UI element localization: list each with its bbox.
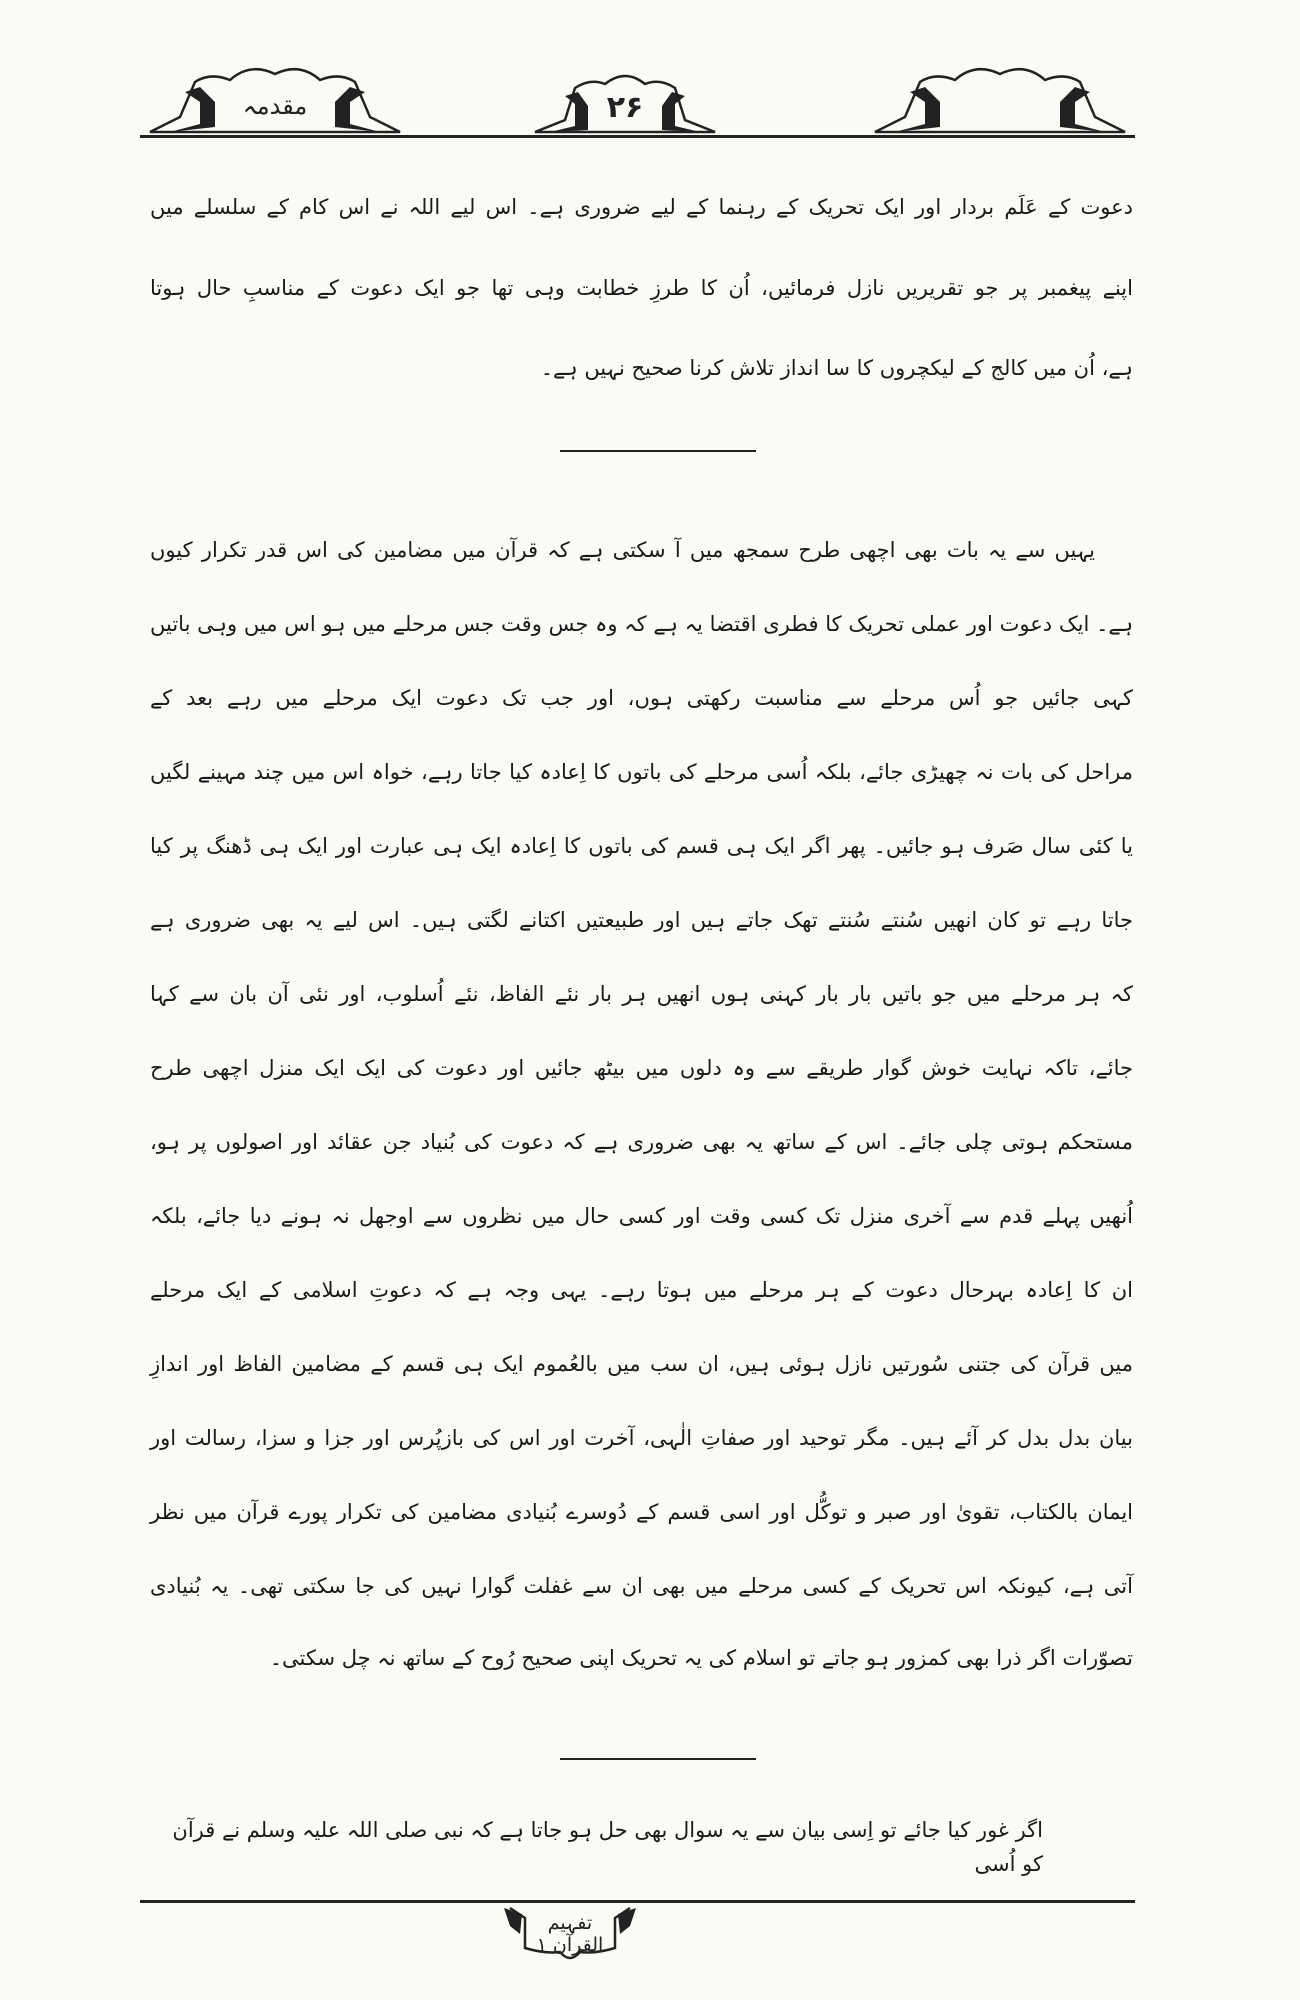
paragraph-2-line: اُنھیں پہلے قدم سے آخری منزل تک کسی وقت اور کسی حال میں نظروں سے اوجھل نہ ہونے دیا جائے، بلکہ [150, 1204, 1133, 1228]
paragraph-2-line: کہ ہر مرحلے میں جو باتیں بار بار کہنی ہوں انھیں ہر بار نئے الفاظ، نئے اُسلوب، اور نئی آن بان سے کہا [150, 982, 1133, 1006]
page-number: ۲۶ [606, 90, 644, 125]
paragraph-1-line: ہے، اُن میں کالج کے لیکچروں کا سا انداز تلاش کرنا صحیح نہیں ہے۔ [540, 356, 1133, 380]
paragraph-1-line: دعوت کے عَلَم بردار اور ایک تحریک کے رہنما کے لیے ضروری ہے۔ اس لیے اللہ نے اس کام کے سلسلے میں [150, 195, 1133, 219]
paragraph-2-line: آتی ہے، کیونکہ اس تحریک کے کسی مرحلے میں بھی ان سے غفلت گوارا نہیں کی جا سکتی تھی۔ یہ بُنیادی [150, 1574, 1133, 1598]
section-title: مقدمہ [242, 92, 308, 120]
paragraph-2-line: مراحل کی بات نہ چھیڑی جائے، بلکہ اُسی مرحلے کی باتوں کا اِعادہ کیا جاتا رہے، خواہ اس میں چند مہینے لگیں [150, 760, 1133, 784]
paragraph-2-line: تصوّرات اگر ذرا بھی کمزور ہو جاتے تو اسلام کی یہ تحریک اپنی صحیح رُوح کے ساتھ نہ چل سکتی۔ [269, 1646, 1133, 1670]
header-ornament-right [865, 62, 1135, 134]
header-rule [140, 135, 1135, 138]
paragraph-2-line: کہی جائیں جو اُس مرحلے سے مناسبت رکھتی ہوں، اور جب تک دعوت ایک مرحلے میں رہے بعد کے [150, 686, 1133, 710]
paragraph-2-line: میں قرآن کی جتنی سُورتیں نازل ہوئی ہیں، ان سب میں بالعُموم ایک ہی قسم کے مضامین الفاظ اور اندازِ [150, 1352, 1133, 1376]
paragraph-2-line: یا کئی سال صَرف ہو جائیں۔ پھر اگر ایک ہی قسم کی باتوں کا اِعادہ ایک ہی عبارت اور ایک ہی ڈھنگ پر کیا [150, 834, 1133, 858]
footer-rule [140, 1900, 1135, 1903]
paragraph-3-line: اگر غور کیا جائے تو اِسی بیان سے یہ سوال بھی حل ہو جاتا ہے کہ نبی صلی اللہ علیہ وسلم نے قرآن کو اُسی [172, 1818, 1043, 1876]
paragraph-2-line: ایمان بالکتاب، تقویٰ اور صبر و توکُّل اور اسی قسم کے دُوسرے بُنیادی مضامین کی تکرار پورے قرآن میں نظر [150, 1500, 1133, 1524]
paragraph-2-line: جائے، تاکہ نہایت خوش گوار طریقے سے وہ دلوں میں بیٹھ جائیں اور دعوت کی ایک ایک منزل اچھی طرح [150, 1056, 1133, 1080]
paragraph-2-line: بیان بدل بدل کر آئے ہیں۔ مگر توحید اور صفاتِ الٰہی، آخرت اور اس کی بازپُرس اور جزا و سزا، رسالت اور [150, 1426, 1133, 1450]
paragraph-2-line: جاتا رہے تو کان انھیں سُنتے سُنتے تھک جاتے ہیں اور طبیعتیں اکتانے لگتی ہیں۔ اس لیے یہ بھی ضروری ہے [150, 908, 1133, 932]
paragraph-2-line: ہے۔ ایک دعوت اور عملی تحریک کا فطری اقتضا یہ ہے کہ وہ جس وقت جس مرحلے میں ہو اس میں وہی باتیں [150, 612, 1133, 636]
section-divider [560, 1758, 756, 1760]
paragraph-2-line: یہیں سے یہ بات بھی اچھی طرح سمجھ میں آ سکتی ہے کہ قرآن میں مضامین کی اس قدر تکرار کیوں [150, 538, 1095, 562]
paragraph-1-line: اپنے پیغمبر پر جو تقریریں نازل فرمائیں، اُن کا طرزِ خطابت وہی تھا جو ایک دعوت کے مناسبِ حال ہوتا [150, 276, 1133, 300]
footer-book-title: تفہیم القرآن ۱ [536, 1912, 604, 1956]
paragraph-2-line: مستحکم ہوتی چلی جائے۔ اس کے ساتھ یہ بھی ضروری ہے کہ دعوت کی بُنیاد جن عقائد اور اصولوں پر ہو، [150, 1130, 1133, 1154]
section-divider [560, 450, 756, 452]
paragraph-2-line: ان کا اِعادہ بہرحال دعوت کے ہر مرحلے میں ہوتا رہے۔ یہی وجہ ہے کہ دعوتِ اسلامی کے ایک مرحلے [150, 1278, 1133, 1302]
